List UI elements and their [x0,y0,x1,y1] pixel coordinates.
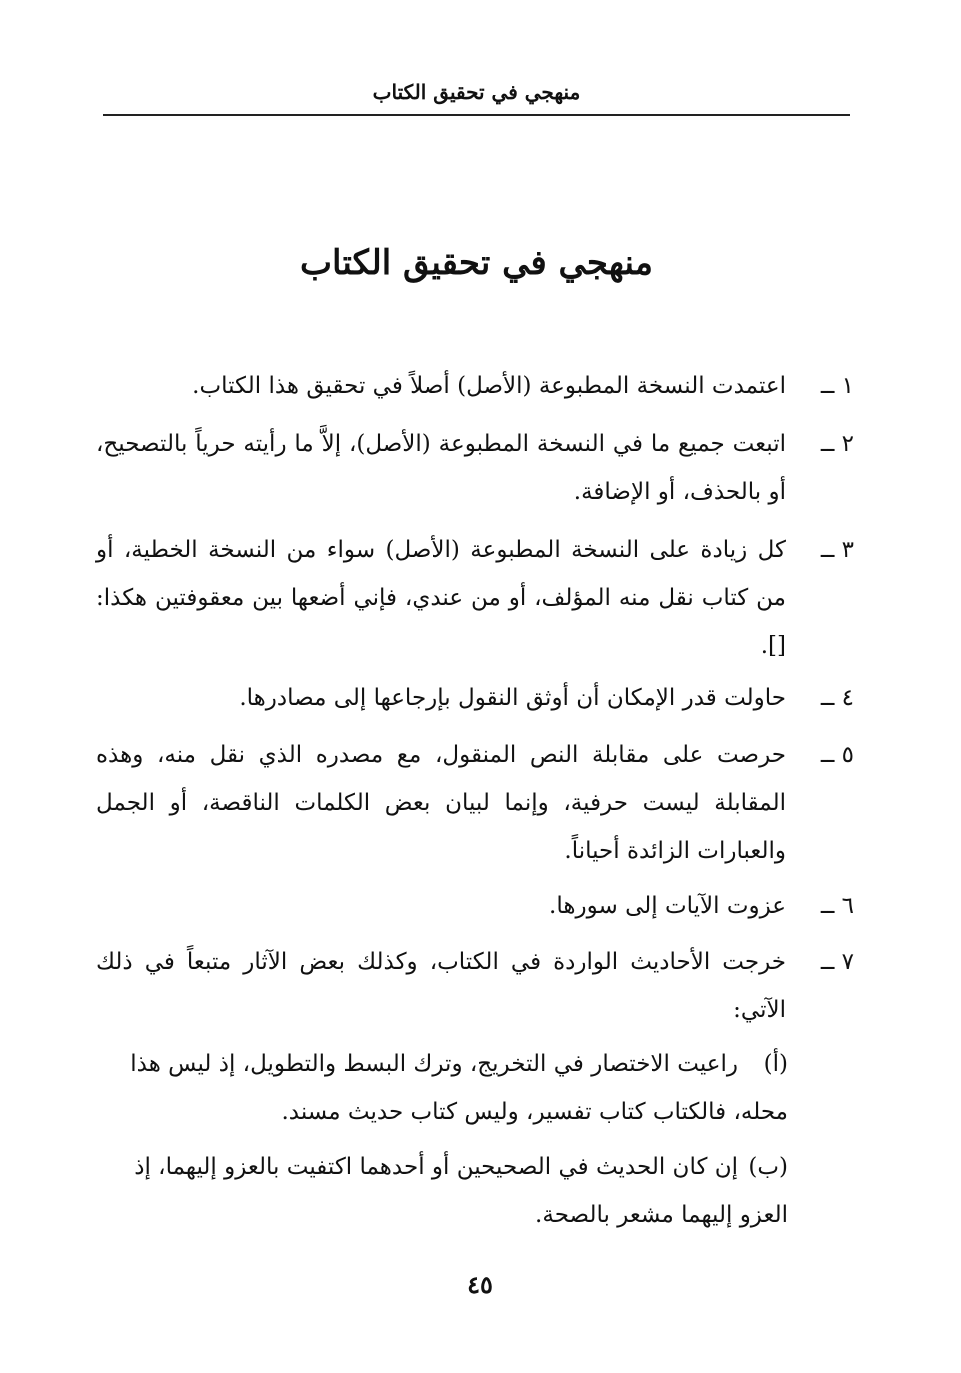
item-text: حرصت على مقابلة النص المنقول، مع مصدره الذي نقل منه، وهذه المقابلة ليست حرفية، وإنما لبيان بعض الكلمات الناقصة، أو الجمل والعبارات الزائدة أحياناً. [96,742,786,864]
item-text: عزوت الآيات إلى سورها. [549,893,786,919]
item-text: كل زيادة على النسخة المطبوعة (الأصل) سواء من النسخة الخطية، أو من كتاب نقل منه المؤلف، أو من عندي، فإني أضعها بين معقوفتين هكذا: []. [96,537,786,659]
item-number: ٧ ــ [820,949,854,975]
sub-item-text: إن كان الحديث في الصحيحين أو أحدهما اكتفيت بالعزو إليهما، إذ [134,1154,738,1180]
item-number: ٥ ــ [820,742,854,768]
header-rule [103,114,850,116]
list-item [96,362,854,410]
item-number: ٦ ــ [820,893,854,919]
sub-item-text: راعيت الاختصار في التخريج، وترك البسط والتطويل، إذ ليس هذا [130,1051,738,1077]
running-header: منهجي في تحقيق الكتاب [372,80,581,104]
sub-item [96,1040,788,1136]
sub-item-label: (أ) [763,1051,788,1077]
item-text: خرجت الأحاديث الواردة في الكتاب، وكذلك بعض الآثار متبعاً في ذلك الآتي: [96,949,786,1023]
sub-item-label: (ب) [748,1154,788,1180]
item-text: اعتمدت النسخة المطبوعة (الأصل) أصلاً في تحقيق هذا الكتاب. [192,373,786,399]
list-item [96,526,854,670]
page-title: منهجي في تحقيق الكتاب [300,243,653,283]
sub-item-continuation: محله، فالكتاب كتاب تفسير، وليس كتاب حديث مسند. [281,1099,788,1125]
item-text: حاولت قدر الإمكان أن أوثق النقول بإرجاعها إلى مصادرها. [239,685,786,711]
page-number: ٤٥ [467,1270,493,1299]
item-number: ٣ ــ [820,537,854,563]
sub-item-continuation: العزو إليهما مشعر بالصحة. [535,1202,788,1228]
item-number: ١ ــ [820,373,854,399]
list-item [96,420,854,516]
item-text: اتبعت جميع ما في النسخة المطبوعة (الأصل)، إلاَّ ما رأيته حرياً بالتصحيح، أو بالحذف، أو الإضافة. [96,431,786,505]
list-item [96,938,854,1034]
list-item [96,674,854,722]
item-number: ٢ ــ [820,431,854,457]
sub-item [96,1143,788,1239]
item-number: ٤ ــ [820,685,854,711]
list-item [96,882,854,930]
list-item [96,731,854,875]
